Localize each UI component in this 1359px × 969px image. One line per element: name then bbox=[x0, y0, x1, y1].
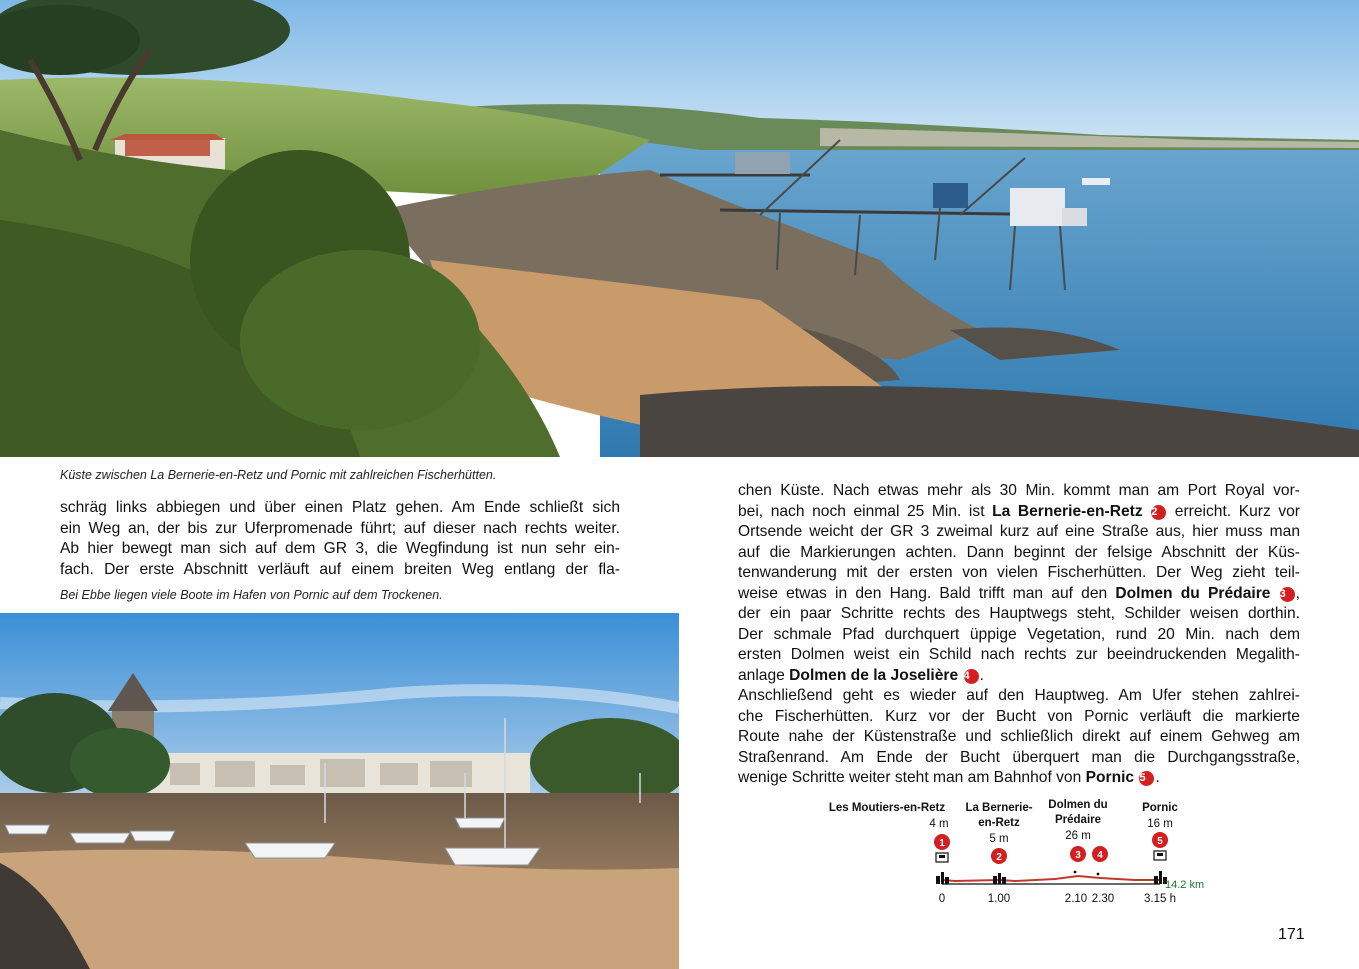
place-name: Dolmen de la Joselière bbox=[789, 666, 959, 684]
text-line: wenige Schritte weiter steht man am Bahnhof von Pornic 5 . bbox=[738, 769, 1160, 786]
harbour-photo bbox=[0, 613, 679, 969]
photo-caption-top: Küste zwischen La Bernerie-en-Retz und Pornic mit zahlreichen Fischerhütten. bbox=[60, 468, 497, 482]
profile-station-name: La Bernerie- bbox=[965, 802, 1033, 814]
profile-landmark-silhouettes bbox=[936, 871, 1167, 884]
text-line: fach. Der erste Abschnitt verläuft auf einem breiten Weg entlang der fla- bbox=[60, 560, 620, 578]
text-line: Ab hier bewegt man sich auf dem GR 3, die Wegfindung ist nun sehr ein- bbox=[60, 540, 620, 557]
text-line: che Fischerhütten. Kurz vor der Bucht von Pornic verläuft die markierte bbox=[738, 707, 1300, 725]
photo-caption-bottom: Bei Ebbe liegen viele Boote im Hafen von Pornic auf dem Trockenen. bbox=[60, 588, 443, 602]
text-line: Der schmale Pfad durchquert üppige Vegetation, rund 20 Min. nach dem bbox=[738, 625, 1300, 643]
train-station-icon-window bbox=[1157, 853, 1163, 856]
profile-station-name: Les Moutiers-en-Retz bbox=[828, 802, 946, 814]
profile-time: 2.30 bbox=[1091, 893, 1115, 905]
coast-photo bbox=[0, 0, 1359, 457]
page-number: 171 bbox=[1278, 926, 1305, 943]
waypoint-number: 3 bbox=[1075, 850, 1081, 861]
waypoint-marker: 4 bbox=[964, 669, 979, 684]
profile-station-name: Dolmen du bbox=[1048, 799, 1108, 811]
waypoint-number: 2 bbox=[996, 852, 1002, 863]
text-line: bei, nach noch einmal 25 Min. ist La Bernerie-en-Retz 2 erreicht. Kurz vor bbox=[738, 502, 1300, 520]
profile-station-name: en-Retz bbox=[978, 817, 1020, 829]
place-name: Dolmen du Prédaire bbox=[1115, 584, 1271, 602]
waypoint-number: 4 bbox=[1097, 850, 1103, 861]
profile-time: 0 bbox=[938, 893, 946, 905]
text-line: schräg links abbiegen und über einen Platz gehen. Am Ende schließt sich bbox=[60, 499, 620, 516]
profile-time: 2.10 bbox=[1064, 893, 1088, 905]
text-line: tenwanderung mit der ersten von vielen Fischerhütten. Der Weg zieht teil- bbox=[738, 564, 1300, 581]
waypoint-number: 1 bbox=[939, 838, 945, 849]
place-name: Pornic bbox=[1085, 769, 1135, 786]
place-name: La Bernerie-en-Retz bbox=[992, 502, 1143, 520]
text-line: ein Weg an, der bis zur Uferpromenade führt; auf dieser nach rechts weiter. bbox=[60, 519, 620, 537]
text-line: Route nahe der Küstenstraße und schließlich direkt auf einem Gehweg am bbox=[738, 728, 1300, 745]
text-line: ersten Dolmen weist ein Schild nach rechts zur beeindruckenden Megalith- bbox=[738, 646, 1300, 663]
waypoint-number: 5 bbox=[1157, 836, 1163, 847]
elevation-profile bbox=[815, 792, 1235, 912]
profile-altitude: 5 m bbox=[989, 833, 1009, 845]
waypoint-marker: 2 bbox=[1151, 505, 1166, 520]
profile-station-name: Pornic bbox=[1142, 802, 1178, 814]
text-line: Anschließend geht es wieder auf den Hauptweg. Am Ufer stehen zahlrei- bbox=[738, 687, 1300, 704]
text-line: der ein paar Schritte rechts des Hauptwegs steht, Schilder weisen dorthin. bbox=[738, 605, 1300, 622]
train-station-icon-window bbox=[939, 855, 945, 858]
waypoint-marker: 3 bbox=[1280, 587, 1295, 602]
body-text-right bbox=[738, 481, 1300, 789]
body-text-left bbox=[60, 498, 620, 580]
profile-station-name: Prédaire bbox=[1054, 814, 1102, 826]
profile-altitude: 26 m bbox=[1065, 830, 1091, 842]
profile-distance: 14.2 km bbox=[1165, 879, 1205, 891]
text-line: anlage Dolmen de la Joselière 4 . bbox=[738, 666, 984, 684]
profile-time: 1.00 bbox=[987, 893, 1011, 905]
waypoint-marker: 5 bbox=[1139, 771, 1154, 786]
text-line: Ortsende weicht der GR 3 zweimal kurz auf eine Straße aus, hier muss man bbox=[738, 523, 1300, 540]
text-line: chen Küste. Nach etwas mehr als 30 Min. kommt man am Port Royal vor- bbox=[738, 482, 1300, 499]
profile-altitude: 4 m bbox=[929, 818, 949, 830]
profile-altitude: 16 m bbox=[1147, 818, 1173, 830]
text-line: weise etwas in den Hang. Bald trifft man auf den Dolmen du Prédaire 3 , bbox=[738, 584, 1301, 602]
text-line: auf die Markierungen achten. Dann beginnt der felsige Abschnitt der Küs- bbox=[738, 543, 1300, 561]
text-line: Straßenrand. Am Ende der Bucht überquert man die Durchgangsstraße, bbox=[738, 748, 1300, 766]
profile-time: 3.15 h bbox=[1144, 893, 1176, 905]
route-elevation-line bbox=[942, 876, 1160, 881]
